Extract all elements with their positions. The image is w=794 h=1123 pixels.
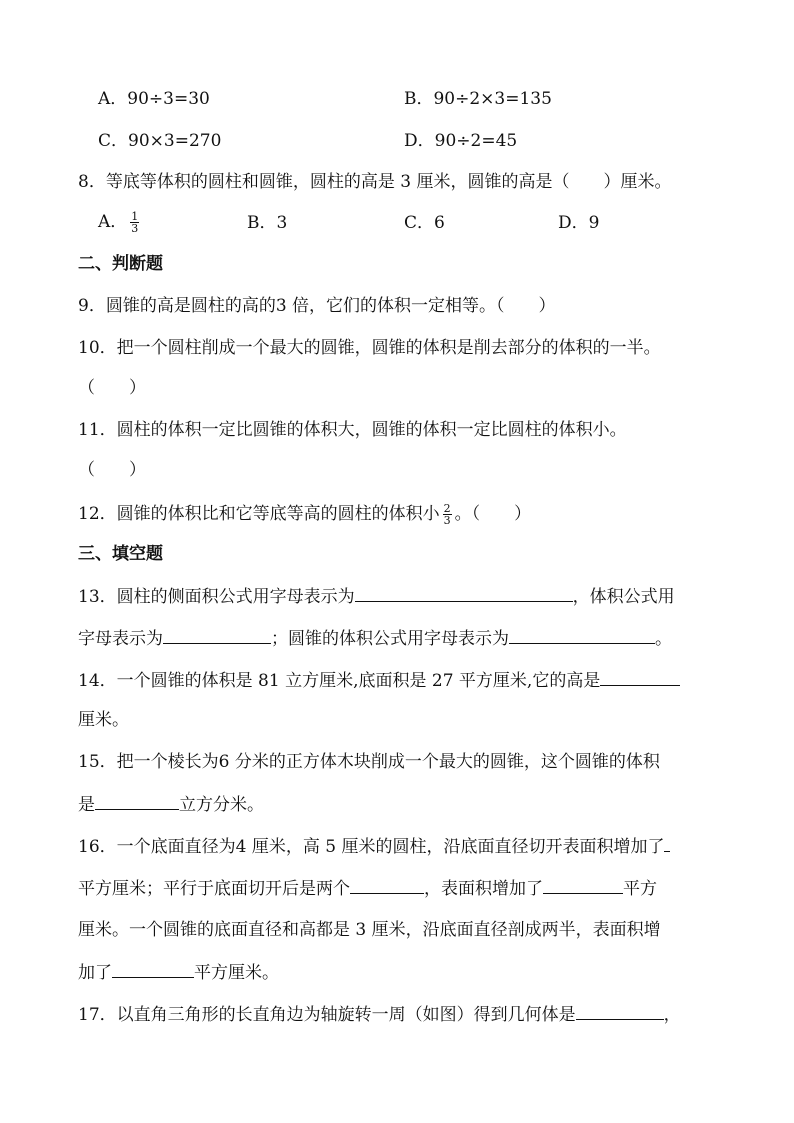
q15-blank[interactable] (95, 793, 179, 810)
q10-text: 10．把一个圆柱削成一个最大的圆锥，圆锥的体积是削去部分的体积的一半。 (78, 338, 661, 358)
q16-line2 (78, 877, 657, 900)
q13-blank-3[interactable] (509, 627, 655, 644)
q16-text-7: 平方厘米。 (194, 963, 279, 983)
q13-text-3: 字母表示为 (78, 629, 163, 649)
fraction-denominator: 3 (443, 513, 451, 527)
q12-fraction (443, 503, 452, 526)
q16-line1 (78, 835, 670, 858)
q16-blank-2[interactable] (350, 877, 424, 894)
fraction-denominator: 3 (131, 221, 139, 235)
q11-answer-brackets: （ ） (78, 460, 146, 480)
q8-option-a-label: A． (98, 212, 128, 232)
q13-text-2: ，体积公式用 (572, 587, 675, 607)
q16-line3: 厘米。一个圆锥的底面直径和高都是 3 厘米，沿底面直径剖成两半，表面积增 (78, 920, 661, 940)
q13-text-1: 13．圆柱的侧面积公式用字母表示为 (78, 587, 355, 607)
q7-option-d: D．90÷2=45 (404, 131, 518, 151)
q16-text-4: 平方 (623, 879, 657, 899)
q16-blank-3[interactable] (543, 877, 623, 894)
q13-text-4: ；圆锥的体积公式用字母表示为 (271, 629, 509, 649)
q12-text-after: 。（ ） (454, 504, 532, 524)
q12-text (78, 498, 531, 530)
q13-line1 (78, 585, 675, 608)
q17-line1 (78, 1003, 681, 1026)
q16-text-1: 16．一个底面直径为4 厘米，高 5 厘米的圆柱，沿底面直径切开表面积增加了 (78, 837, 665, 857)
q8-option-a-fraction (130, 211, 139, 234)
q17-text-2: ， (663, 1005, 681, 1025)
q16-blank-1[interactable] (664, 835, 670, 852)
q8-option-c: C．6 (404, 213, 445, 233)
q7-option-a: A．90÷3=30 (98, 89, 210, 109)
q14-line2: 厘米。 (78, 710, 129, 730)
q13-blank-1[interactable] (355, 585, 573, 602)
section-title-judgment: 二、判断题 (78, 254, 163, 274)
q8-option-b: B．3 (247, 213, 288, 233)
q8-text: 8．等底等体积的圆柱和圆锥，圆柱的高是 3 厘米，圆锥的高是（ ）厘米。 (78, 172, 672, 192)
q8-option-a (98, 206, 142, 238)
q14-blank[interactable] (600, 669, 680, 686)
q13-blank-2[interactable] (163, 627, 271, 644)
q16-line4 (78, 961, 279, 984)
q12-text-before: 12．圆锥的体积比和它等底等高的圆柱的体积小 (78, 504, 440, 524)
q7-option-b: B．90÷2×3=135 (404, 89, 552, 109)
fraction-numerator: 2 (443, 501, 451, 515)
q8-option-d: D．9 (558, 213, 600, 233)
q17-text-1: 17．以直角三角形的长直角边为轴旋转一周（如图）得到几何体是 (78, 1005, 576, 1025)
section-title-fill-in: 三、填空题 (78, 544, 163, 564)
q10-answer-brackets: （ ） (78, 378, 146, 398)
q17-blank[interactable] (576, 1003, 664, 1020)
q15-line1: 15．把一个棱长为6 分米的正方体木块削成一个最大的圆锥，这个圆锥的体积 (78, 752, 660, 772)
q13-line2 (78, 627, 672, 650)
q13-text-5: 。 (655, 629, 672, 649)
q7-option-c: C．90×3=270 (98, 131, 222, 151)
q9-text: 9．圆锥的高是圆柱的高的3 倍，它们的体积一定相等。（ ） (78, 296, 556, 316)
q14-line1 (78, 669, 680, 692)
q15-text-3: 立方分米。 (179, 795, 264, 815)
q15-text-2: 是 (78, 795, 95, 815)
q11-text: 11．圆柱的体积一定比圆锥的体积大，圆锥的体积一定比圆柱的体积小。 (78, 420, 627, 440)
q16-text-2: 平方厘米；平行于底面切开后是两个 (78, 879, 350, 899)
q16-text-6: 加了 (78, 963, 112, 983)
q16-blank-4[interactable] (112, 961, 194, 978)
q15-line2 (78, 793, 264, 816)
fraction-numerator: 1 (131, 209, 139, 223)
q14-text-1: 14．一个圆锥的体积是 81 立方厘米,底面积是 27 平方厘米,它的高是 (78, 671, 601, 691)
q16-text-3: ，表面积增加了 (424, 879, 543, 899)
